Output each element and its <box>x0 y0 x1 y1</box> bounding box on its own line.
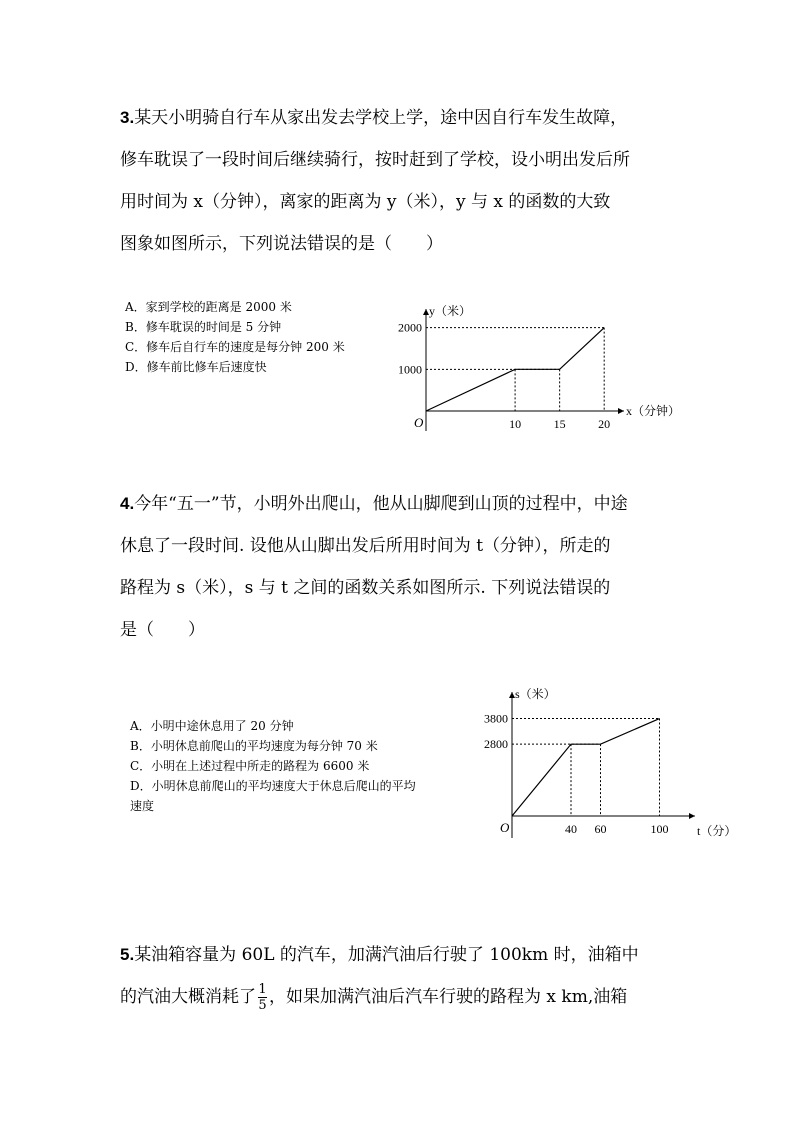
chart1-x-tick-10: 10 <box>509 417 522 431</box>
q3-line-4: 图象如图所示，下列说法错误的是（ ） <box>120 234 443 254</box>
chart1-origin-label: O <box>414 415 424 430</box>
q4-option-d: D．小明休息前爬山的平均速度大于休息后爬山的平均 <box>130 779 416 793</box>
q3-option-b: B．修车耽误的时间是 5 分钟 <box>125 320 282 334</box>
q3-option-c: C．修车后自行车的速度是每分钟 200 米 <box>125 340 345 354</box>
q4-option-c: C．小明在上述过程中所走的路程为 6600 米 <box>130 759 370 773</box>
chart2-x-label: t（分） <box>697 824 737 838</box>
chart2-y-tick-3800: 3800 <box>484 711 508 726</box>
q4-line-2: 休息了一段时间. 设他从山脚出发后所用时间为 t（分钟），所走的 <box>120 536 611 556</box>
q5-line-1: 5.某油箱容量为 60L 的汽车，加满汽油后行驶了 100km 时，油箱中 <box>120 945 639 965</box>
chart2-series-line <box>512 719 660 816</box>
chart2-x-tick-60: 60 <box>594 822 607 836</box>
chart2-x-tick-100: 100 <box>650 822 669 836</box>
q4-line-3: 路程为 s（米），s 与 t 之间的函数关系如图所示. 下列说法错误的 <box>120 578 611 598</box>
q3-number: 3. <box>120 108 135 127</box>
q3-graph <box>380 283 681 433</box>
chart2-y-label: s（米） <box>515 687 556 701</box>
q3-line-1: 3.某天小明骑自行车从家出发去学校上学，途中因自行车发生故障， <box>120 108 628 128</box>
question-5 <box>120 934 680 1018</box>
q4-options <box>130 716 416 816</box>
chart1-x-axis-arrow <box>618 408 624 414</box>
chart1-x-tick-15: 15 <box>553 417 566 431</box>
fraction-one-fifth: $\frac{1}{5}$ <box>258 982 267 1013</box>
question-4 <box>120 483 680 651</box>
q4-graph <box>470 680 737 850</box>
q4-option-a: A．小明中途休息用了 20 分钟 <box>130 719 294 733</box>
q4-option-d-cont: 速度 <box>130 799 155 813</box>
chart1-x-label: x（分钟） <box>626 404 681 418</box>
q5-line-2: 的汽油大概消耗了 $\frac{1}{5}$ ，如果加满汽油后汽车行驶的路程为 x km,油箱 <box>120 982 628 1013</box>
chart2-x-tick-40: 40 <box>565 822 577 836</box>
question-3 <box>120 97 680 265</box>
q4-line-1: 4.今年“五一”节，小明外出爬山，他从山脚爬到山顶的过程中，中途 <box>120 494 628 514</box>
chart1-x-tick-20: 20 <box>598 417 611 431</box>
chart1-y-tick-2000: 2000 <box>398 320 422 335</box>
chart2-x-axis-arrow <box>689 813 695 819</box>
q3-option-d: D．修车前比修车后速度快 <box>125 360 267 374</box>
q3-option-a: A．家到学校的距离是 2000 米 <box>125 300 292 314</box>
chart2-y-tick-2800: 2800 <box>484 737 508 752</box>
q3-options <box>125 297 345 377</box>
q4-option-b: B．小明休息前爬山的平均速度为每分钟 70 米 <box>130 739 378 753</box>
q3-line-2: 修车耽误了一段时间后继续骑行，按时赶到了学校，设小明出发后所 <box>120 150 630 170</box>
q4-number: 4. <box>120 494 135 513</box>
q3-line-3: 用时间为 x（分钟），离家的距离为 y（米），y 与 x 的函数的大致 <box>120 192 611 212</box>
chart1-y-tick-1000: 1000 <box>398 362 422 377</box>
q4-line-4: 是（ ） <box>120 620 205 640</box>
q5-number: 5. <box>120 945 135 964</box>
chart1-y-label: y（米） <box>429 304 472 318</box>
chart2-origin-label: O <box>500 820 510 835</box>
